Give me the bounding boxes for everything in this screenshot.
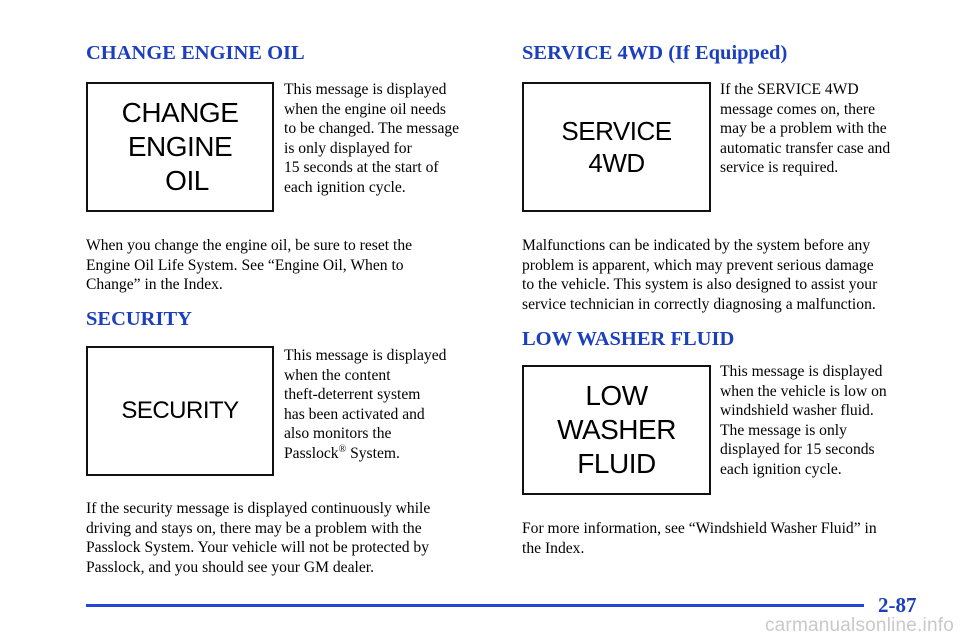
security-description bbox=[284, 346, 446, 464]
low-washer-fluid-display-line-1: LOW bbox=[585, 380, 648, 411]
change-engine-oil-display-line-1: CHANGE bbox=[121, 97, 239, 128]
footer-rule bbox=[86, 604, 864, 607]
security-body: If the security message is displayed continuously while driving and stays on, there may be a problem with the Passlock System. Your vehicle will not be protected by Passlock, and you should see your GM dealer. bbox=[86, 500, 431, 576]
service-4wd-body: Malfunctions can be indicated by the system before any problem is apparent, which may prevent serious damage to the vehicle. This system is also designed to assist your service technician in correctly diagnosing a malfunction. bbox=[522, 237, 878, 313]
service-4wd-display bbox=[522, 82, 711, 212]
security-display-text: SECURITY bbox=[121, 397, 239, 424]
security-description-end: System. bbox=[346, 444, 400, 462]
low-washer-fluid-display-line-3: FLUID bbox=[577, 448, 656, 479]
change-engine-oil-body: When you change the engine oil, be sure to reset the Engine Oil Life System. See “Engine Oil, When to Change” in the Index. bbox=[86, 237, 413, 294]
change-engine-oil-display bbox=[86, 82, 274, 212]
low-washer-fluid-display bbox=[522, 365, 711, 495]
security-heading: SECURITY bbox=[86, 308, 192, 330]
change-engine-oil-display-line-3: OIL bbox=[165, 165, 209, 196]
low-washer-fluid-display-line-2: WASHER bbox=[557, 414, 676, 445]
page-number: 2-87 bbox=[878, 593, 917, 617]
service-4wd-description: If the SERVICE 4WD message comes on, there may be a problem with the automatic transfer case and service is required. bbox=[720, 81, 891, 177]
security-display bbox=[86, 346, 274, 476]
registered-mark: ® bbox=[338, 443, 347, 455]
service-4wd-display-line-1: SERVICE bbox=[561, 116, 672, 146]
service-4wd-heading: SERVICE 4WD (If Equipped) bbox=[522, 42, 788, 64]
change-engine-oil-description: This message is displayed when the engine oil needs to be changed. The message is only displayed for 15 seconds at the start of each ignition cycle. bbox=[284, 81, 460, 196]
low-washer-fluid-body: For more information, see “Windshield Washer Fluid” in the Index. bbox=[522, 520, 877, 557]
watermark: carmanualsonline.info bbox=[764, 615, 954, 636]
low-washer-fluid-heading: LOW WASHER FLUID bbox=[522, 328, 735, 350]
low-washer-fluid-description: This message is displayed when the vehicle is low on windshield washer fluid. The message is only displayed for 15 seconds each ignition cycle. bbox=[720, 363, 887, 478]
change-engine-oil-display-line-2: ENGINE bbox=[127, 131, 233, 162]
service-4wd-display-line-2: 4WD bbox=[588, 148, 645, 178]
security-description-main: This message is displayed when the content theft-deterrent system has been activated and also monitors the Passlock bbox=[284, 347, 447, 462]
change-engine-oil-heading: CHANGE ENGINE OIL bbox=[86, 42, 305, 64]
